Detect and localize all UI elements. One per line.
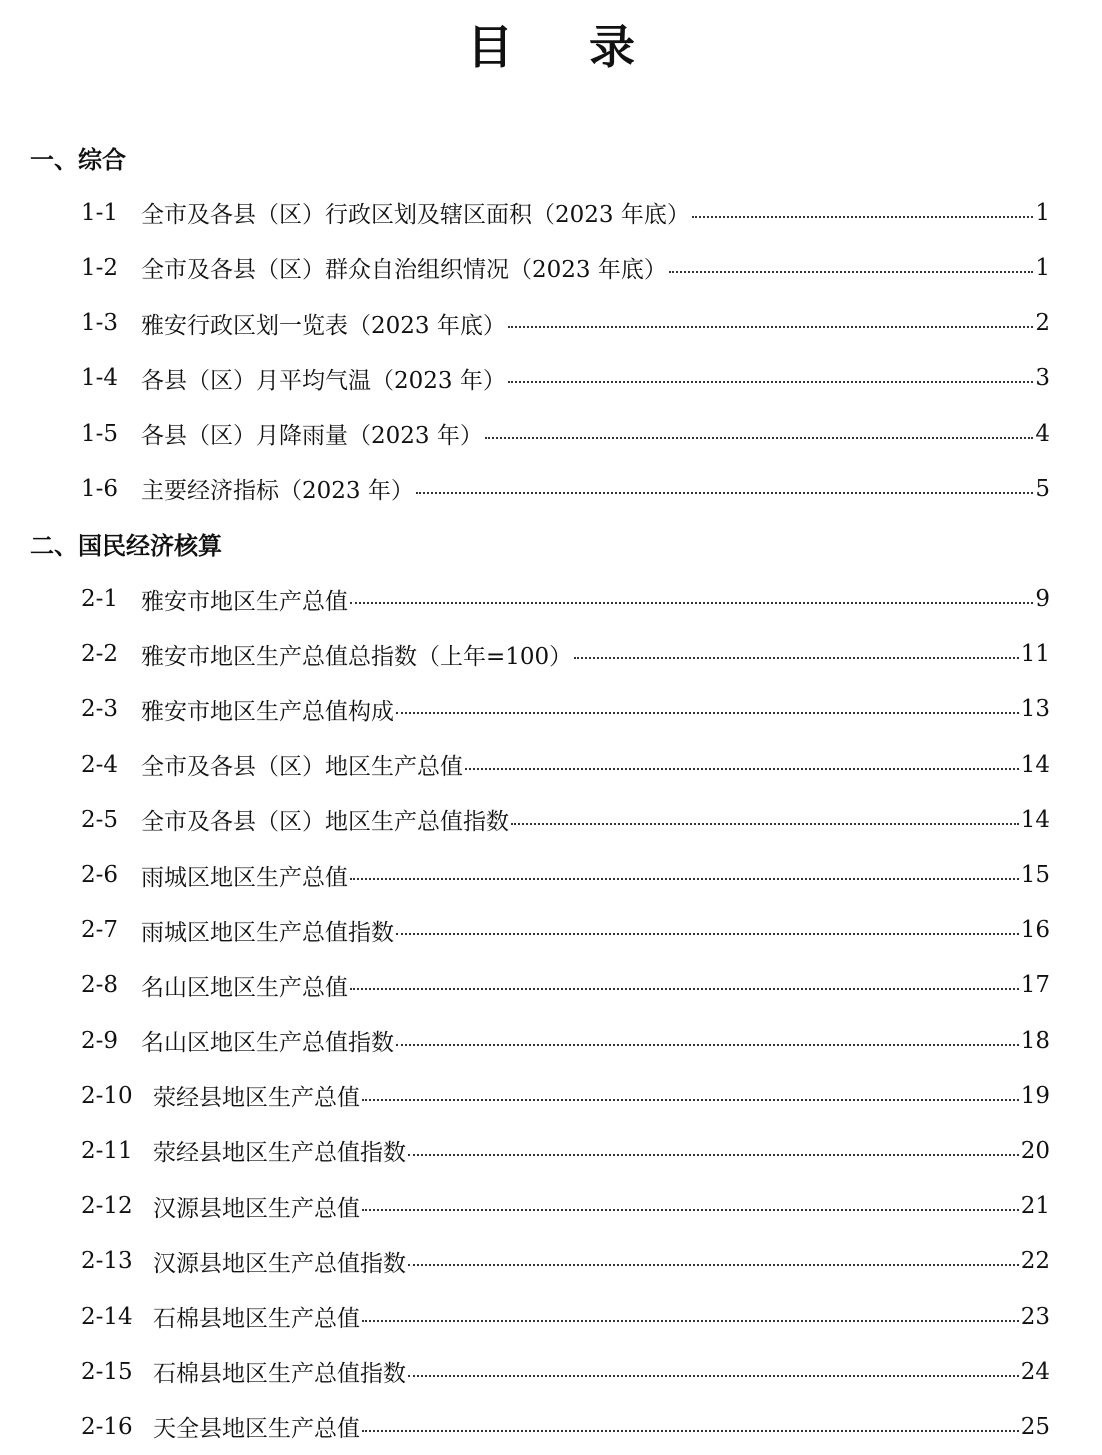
toc-entry[interactable] xyxy=(0,1289,1102,1344)
toc-entry-title: 石棉县地区生产总值指数 xyxy=(153,1361,406,1388)
toc-entry-number: 2-9 xyxy=(81,1027,119,1054)
toc-dot-leader xyxy=(692,216,1034,218)
toc-entry-page-number: 23 xyxy=(1020,1303,1050,1330)
toc-entry-page-number: 11 xyxy=(1020,641,1050,668)
toc-entry-number: 2-5 xyxy=(81,806,119,833)
toc-entry-number: 1-2 xyxy=(81,254,119,281)
toc-entry-title: 各县（区）月平均气温（2023 年） xyxy=(141,367,506,394)
toc-entry-title: 雅安行政区划一览表（2023 年底） xyxy=(141,312,506,339)
toc-entry-page-number: 25 xyxy=(1020,1413,1050,1440)
toc-entry-number: 1-3 xyxy=(81,310,119,337)
toc-dot-leader xyxy=(362,1430,1019,1432)
toc-entry[interactable] xyxy=(0,406,1102,461)
table-of-contents xyxy=(0,130,1102,1455)
toc-dot-leader xyxy=(508,326,1034,328)
toc-entry-page-number: 17 xyxy=(1020,972,1050,999)
toc-dot-leader xyxy=(508,381,1034,383)
toc-entry-number: 1-1 xyxy=(81,199,119,226)
toc-dot-leader xyxy=(485,437,1034,439)
toc-entry[interactable] xyxy=(0,1399,1102,1454)
toc-entry-number: 2-7 xyxy=(81,917,119,944)
toc-entry-number: 2-10 xyxy=(81,1082,133,1109)
toc-dot-leader xyxy=(350,878,1019,880)
toc-entry-page-number: 1 xyxy=(1035,254,1050,281)
toc-entry-title: 雅安市地区生产总值构成 xyxy=(141,698,394,725)
toc-entry[interactable] xyxy=(0,240,1102,295)
toc-dot-leader xyxy=(408,1264,1019,1266)
toc-dot-leader xyxy=(396,933,1019,935)
toc-entry[interactable] xyxy=(0,682,1102,737)
toc-dot-leader xyxy=(362,1320,1019,1322)
toc-entry-number: 2-6 xyxy=(81,862,119,889)
toc-entry-title: 荥经县地区生产总值指数 xyxy=(153,1140,406,1167)
toc-entry[interactable] xyxy=(0,1013,1102,1068)
toc-entry-number: 2-4 xyxy=(81,751,119,778)
toc-entry[interactable] xyxy=(0,792,1102,847)
toc-entry-title: 雅安市地区生产总值总指数（上年=100） xyxy=(141,643,573,670)
toc-entry-title: 雨城区地区生产总值指数 xyxy=(141,919,394,946)
toc-entry-title: 雅安市地区生产总值 xyxy=(141,588,348,615)
toc-dot-leader xyxy=(416,492,1034,494)
toc-dot-leader xyxy=(511,823,1019,825)
toc-entry-title: 全市及各县（区）地区生产总值 xyxy=(141,754,463,781)
toc-entry-number: 2-13 xyxy=(81,1248,133,1275)
toc-entry-number: 2-8 xyxy=(81,972,119,999)
toc-dot-leader xyxy=(350,602,1033,604)
toc-entry-number: 2-2 xyxy=(81,641,119,668)
toc-entry-number: 2-11 xyxy=(81,1137,133,1164)
toc-entry-number: 1-4 xyxy=(81,365,119,392)
toc-entry-number: 2-15 xyxy=(81,1358,133,1385)
toc-entry-page-number: 1 xyxy=(1035,199,1050,226)
toc-entry-page-number: 15 xyxy=(1020,862,1050,889)
toc-dot-leader xyxy=(362,1209,1019,1211)
toc-entry-number: 2-1 xyxy=(81,586,119,613)
toc-entry-page-number: 2 xyxy=(1035,310,1050,337)
toc-entry-page-number: 9 xyxy=(1035,586,1050,613)
toc-entry[interactable] xyxy=(0,296,1102,351)
toc-entry[interactable] xyxy=(0,1344,1102,1399)
toc-entry[interactable] xyxy=(0,1068,1102,1123)
toc-entry-page-number: 24 xyxy=(1020,1358,1050,1385)
toc-entry-page-number: 21 xyxy=(1020,1193,1050,1220)
toc-entry[interactable] xyxy=(0,1179,1102,1234)
toc-entry-title: 石棉县地区生产总值 xyxy=(153,1306,360,1333)
toc-entry-title: 全市及各县（区）行政区划及辖区面积（2023 年底） xyxy=(141,202,690,229)
toc-entry-page-number: 4 xyxy=(1035,420,1050,447)
toc-entry-title: 汉源县地区生产总值 xyxy=(153,1195,360,1222)
toc-entry-title: 天全县地区生产总值 xyxy=(153,1416,360,1443)
toc-entry-page-number: 19 xyxy=(1020,1082,1050,1109)
page-title-char: 录 xyxy=(589,20,635,74)
toc-section-heading: 二、国民经济核算 xyxy=(30,531,222,561)
toc-entry[interactable] xyxy=(0,903,1102,958)
toc-entry-number: 2-14 xyxy=(81,1303,133,1330)
toc-dot-leader xyxy=(669,271,1034,273)
toc-entry[interactable] xyxy=(0,1234,1102,1289)
toc-entry-title: 各县（区）月降雨量（2023 年） xyxy=(141,423,483,450)
toc-entry[interactable] xyxy=(0,737,1102,792)
toc-entry[interactable] xyxy=(0,627,1102,682)
toc-entry-page-number: 14 xyxy=(1020,806,1050,833)
page-title-char: 目 xyxy=(467,20,513,74)
toc-dot-leader xyxy=(362,1099,1019,1101)
toc-entry[interactable] xyxy=(0,958,1102,1013)
toc-dot-leader xyxy=(408,1375,1019,1377)
toc-entry-title: 汉源县地区生产总值指数 xyxy=(153,1250,406,1277)
toc-entry[interactable] xyxy=(0,1123,1102,1178)
toc-entry-title: 名山区地区生产总值 xyxy=(141,974,348,1001)
toc-dot-leader xyxy=(465,768,1019,770)
toc-entry-page-number: 5 xyxy=(1035,475,1050,502)
toc-entry-page-number: 16 xyxy=(1020,917,1050,944)
toc-entry-number: 2-12 xyxy=(81,1193,133,1220)
toc-entry-page-number: 3 xyxy=(1035,365,1050,392)
toc-entry-number: 2-16 xyxy=(81,1413,133,1440)
toc-entry-number: 1-6 xyxy=(81,475,119,502)
toc-entry[interactable] xyxy=(0,572,1102,627)
toc-entry-page-number: 20 xyxy=(1020,1137,1050,1164)
toc-entry-title: 全市及各县（区）地区生产总值指数 xyxy=(141,809,509,836)
toc-dot-leader xyxy=(408,1154,1019,1156)
toc-entry-title: 荥经县地区生产总值 xyxy=(153,1085,360,1112)
toc-dot-leader xyxy=(350,988,1019,990)
toc-entry-page-number: 22 xyxy=(1020,1248,1050,1275)
toc-entry[interactable] xyxy=(0,461,1102,516)
toc-section-heading: 一、综合 xyxy=(30,145,126,175)
toc-entry-page-number: 18 xyxy=(1020,1027,1050,1054)
toc-dot-leader xyxy=(396,1044,1019,1046)
toc-entry-title: 雨城区地区生产总值 xyxy=(141,864,348,891)
toc-entry-title: 名山区地区生产总值指数 xyxy=(141,1030,394,1057)
toc-entry-page-number: 14 xyxy=(1020,751,1050,778)
toc-entry-title: 主要经济指标（2023 年） xyxy=(141,478,414,505)
toc-entry[interactable] xyxy=(0,185,1102,240)
toc-dot-leader xyxy=(574,657,1019,659)
toc-entry[interactable] xyxy=(0,847,1102,902)
page-title xyxy=(0,14,1102,80)
toc-entry[interactable] xyxy=(0,351,1102,406)
toc-entry-page-number: 13 xyxy=(1020,696,1050,723)
toc-entry-number: 1-5 xyxy=(81,420,119,447)
toc-entry-title: 全市及各县（区）群众自治组织情况（2023 年底） xyxy=(141,257,667,284)
toc-entry-number: 2-3 xyxy=(81,696,119,723)
toc-dot-leader xyxy=(396,712,1019,714)
